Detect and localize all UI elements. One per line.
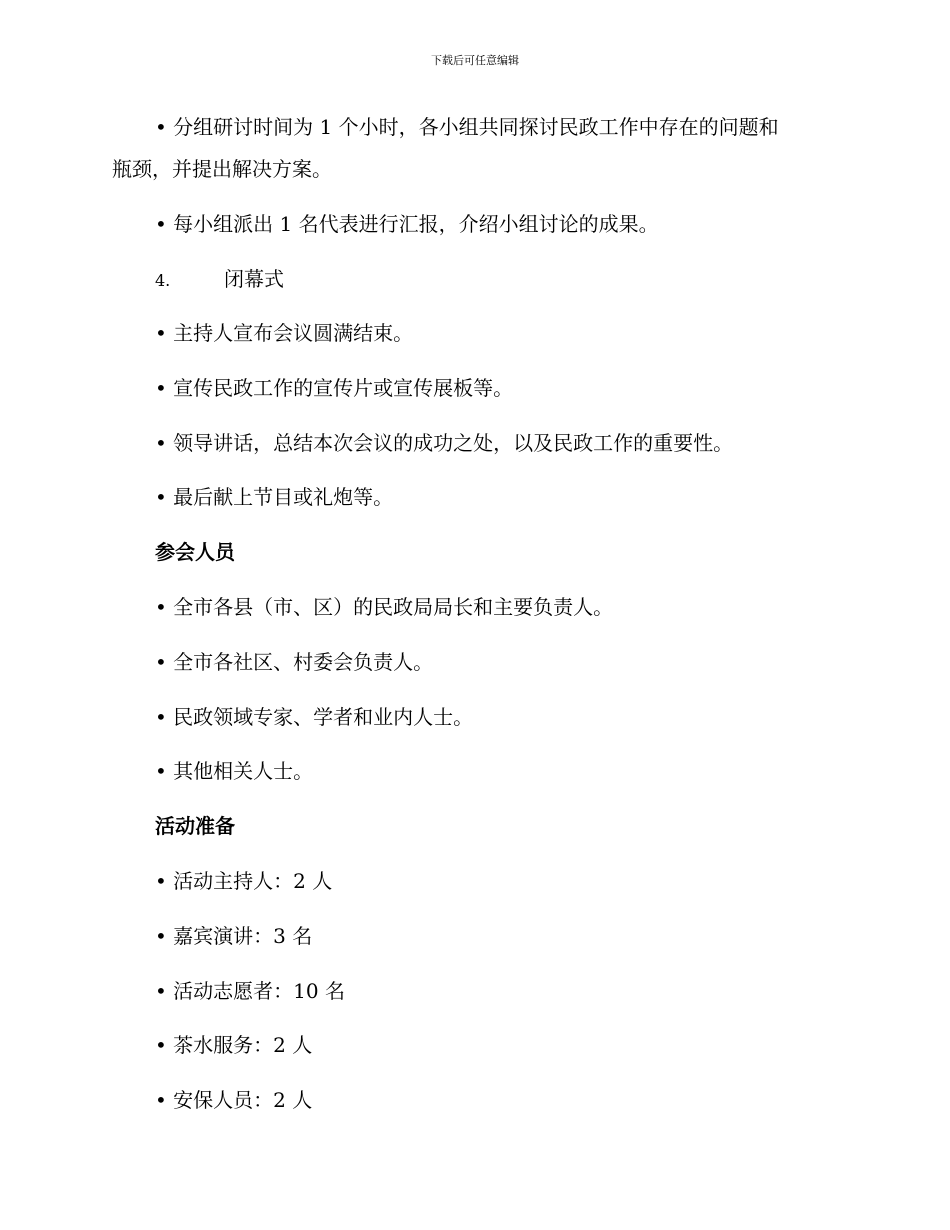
section-number: 4. xyxy=(155,271,171,290)
bullet-item: • 民政领域专家、学者和业内人士。 xyxy=(155,705,474,729)
bullet-item: • 活动主持人：2 人 xyxy=(155,869,333,893)
section-heading: 活动准备 xyxy=(155,814,235,838)
bullet-item: • 安保人员：2 人 xyxy=(155,1088,313,1112)
bullet-item: • 茶水服务：2 人 xyxy=(155,1033,313,1057)
paragraph-line: • 分组研讨时间为 1 个小时，各小组共同探讨民政工作中存在的问题和 xyxy=(155,115,779,139)
section-title: 闭幕式 xyxy=(224,267,284,291)
section-heading xyxy=(155,266,284,294)
bullet-item: • 每小组派出 1 名代表进行汇报，介绍小组讨论的成果。 xyxy=(155,212,659,236)
bullet-item: • 最后献上节目或礼炮等。 xyxy=(155,485,394,509)
bullet-item: • 宣传民政工作的宣传片或宣传展板等。 xyxy=(155,376,514,400)
bullet-item: • 嘉宾演讲：3 名 xyxy=(155,924,313,948)
section-heading: 参会人员 xyxy=(155,540,235,564)
page-header: 下载后可任意编辑 xyxy=(431,54,519,67)
bullet-item: • 其他相关人士。 xyxy=(155,759,314,783)
bullet-item: • 领导讲话，总结本次会议的成功之处，以及民政工作的重要性。 xyxy=(155,431,734,455)
paragraph-line: 瓶颈，并提出解决方案。 xyxy=(112,157,332,181)
bullet-item: • 全市各县（市、区）的民政局局长和主要负责人。 xyxy=(155,595,614,619)
bullet-item: • 全市各社区、村委会负责人。 xyxy=(155,650,434,674)
bullet-item: • 主持人宣布会议圆满结束。 xyxy=(155,321,414,345)
bullet-item: • 活动志愿者：10 名 xyxy=(155,979,345,1003)
